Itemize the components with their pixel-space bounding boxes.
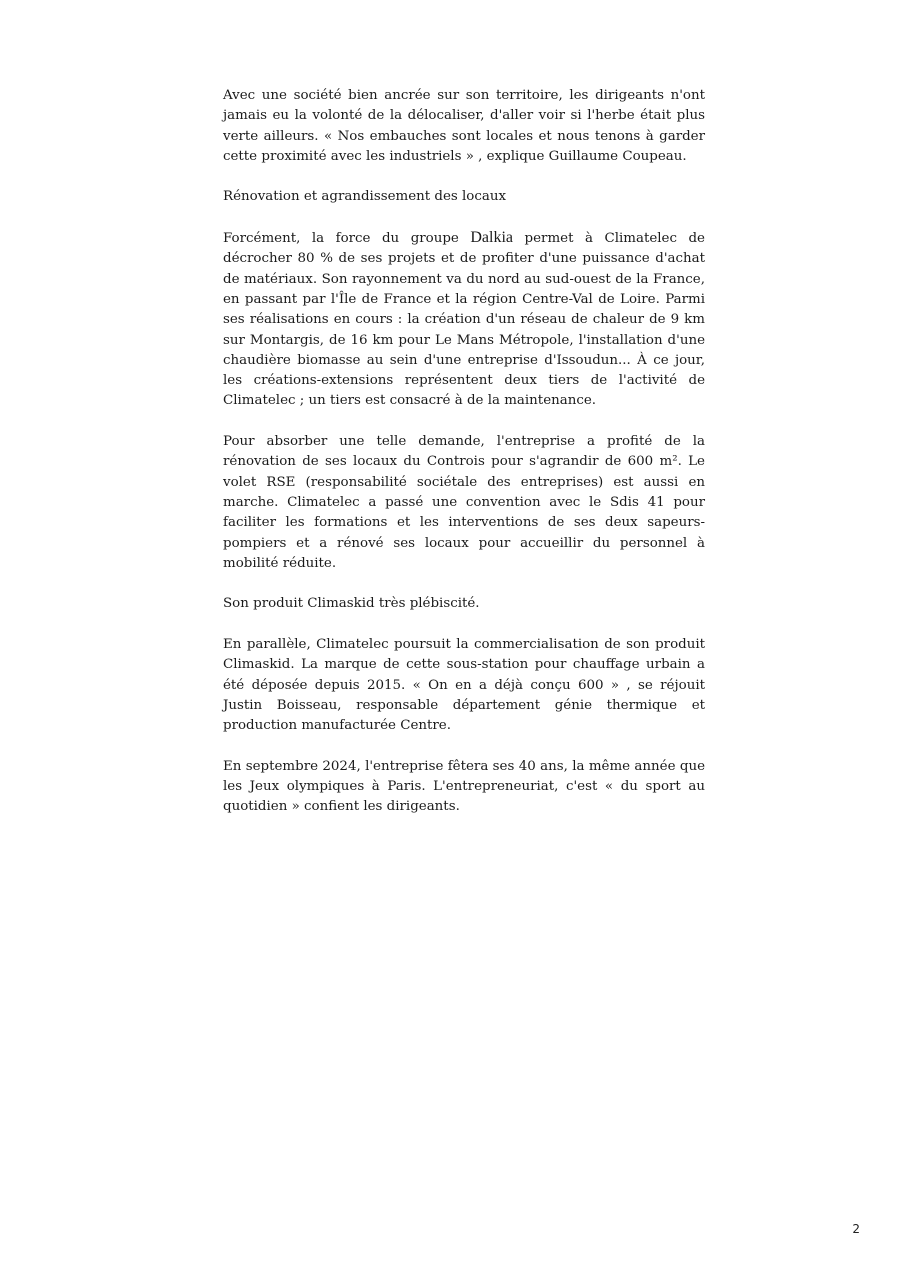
paragraph-5: En septembre 2024, l'entreprise fêtera ses 40 ans, la même année que les Jeux olympiques à Paris. L'entrepreneuriat, c'est « du sport au quotidien » confient les dirigeants. xyxy=(223,758,705,815)
section-heading-climaskid: Son produit Climaskid très plébiscité. xyxy=(223,596,480,612)
section-heading-renovation: Rénovation et agrandissement des locaux xyxy=(223,189,507,205)
article-body xyxy=(223,86,705,838)
paragraph-4: En parallèle, Climatelec poursuit la commercialisation de son produit Climaskid. La marque de cette sous-station pour chauffage urbain a été déposée depuis 2015. « On en a déjà conçu 600 » , se réjouit Justin Boisseau, responsable département génie thermique et production manufacturée Centre. xyxy=(223,637,705,734)
brand-dalkia: Dalkia xyxy=(470,229,514,247)
paragraph-2 xyxy=(223,228,705,412)
paragraph-3: Pour absorber une telle demande, l'entreprise a profité de la rénovation de ses locaux du Controis pour s'agrandir de 600 m². Le volet RSE (responsabilité sociétale des entreprises) est aussi en marche. Climatelec a passé une convention avec le Sdis 41 pour faciliter les formations et les interventions de ses deux sapeurs-pompiers et a rénové ses locaux pour accueillir du personnel à mobilité réduite. xyxy=(223,434,705,571)
page-number: 2 xyxy=(852,1222,860,1236)
paragraph-1: Avec une société bien ancrée sur son territoire, les dirigeants n'ont jamais eu la volonté de la délocaliser, d'aller voir si l'herbe était plus verte ailleurs. « Nos embauches sont locales et nous tenons à garder cette proximité avec les industriels » , explique Guillaume Coupeau. xyxy=(223,88,705,164)
paragraph-2-rest: permet à Climatelec de décrocher 80 % de ses projets et de profiter d'une puissance d'achat de matériaux. Son rayonnement va du nord au sud-ouest de la France, en passant par l'Île de France et la région Centre-Val de Loire. Parmi ses réalisations en cours : la création d'un réseau de chaleur de 9 km sur Montargis, de 16 km pour Le Mans Métropole, l'installation d'une chaudière biomasse au sein d'une entreprise d'Issoudun... À ce jour, les créations-extensions représentent deux tiers de l'activité de Climatelec ; un tiers est consacré à de la maintenance. xyxy=(223,231,705,409)
paragraph-2-start: Forcément, la force du groupe xyxy=(223,231,471,247)
